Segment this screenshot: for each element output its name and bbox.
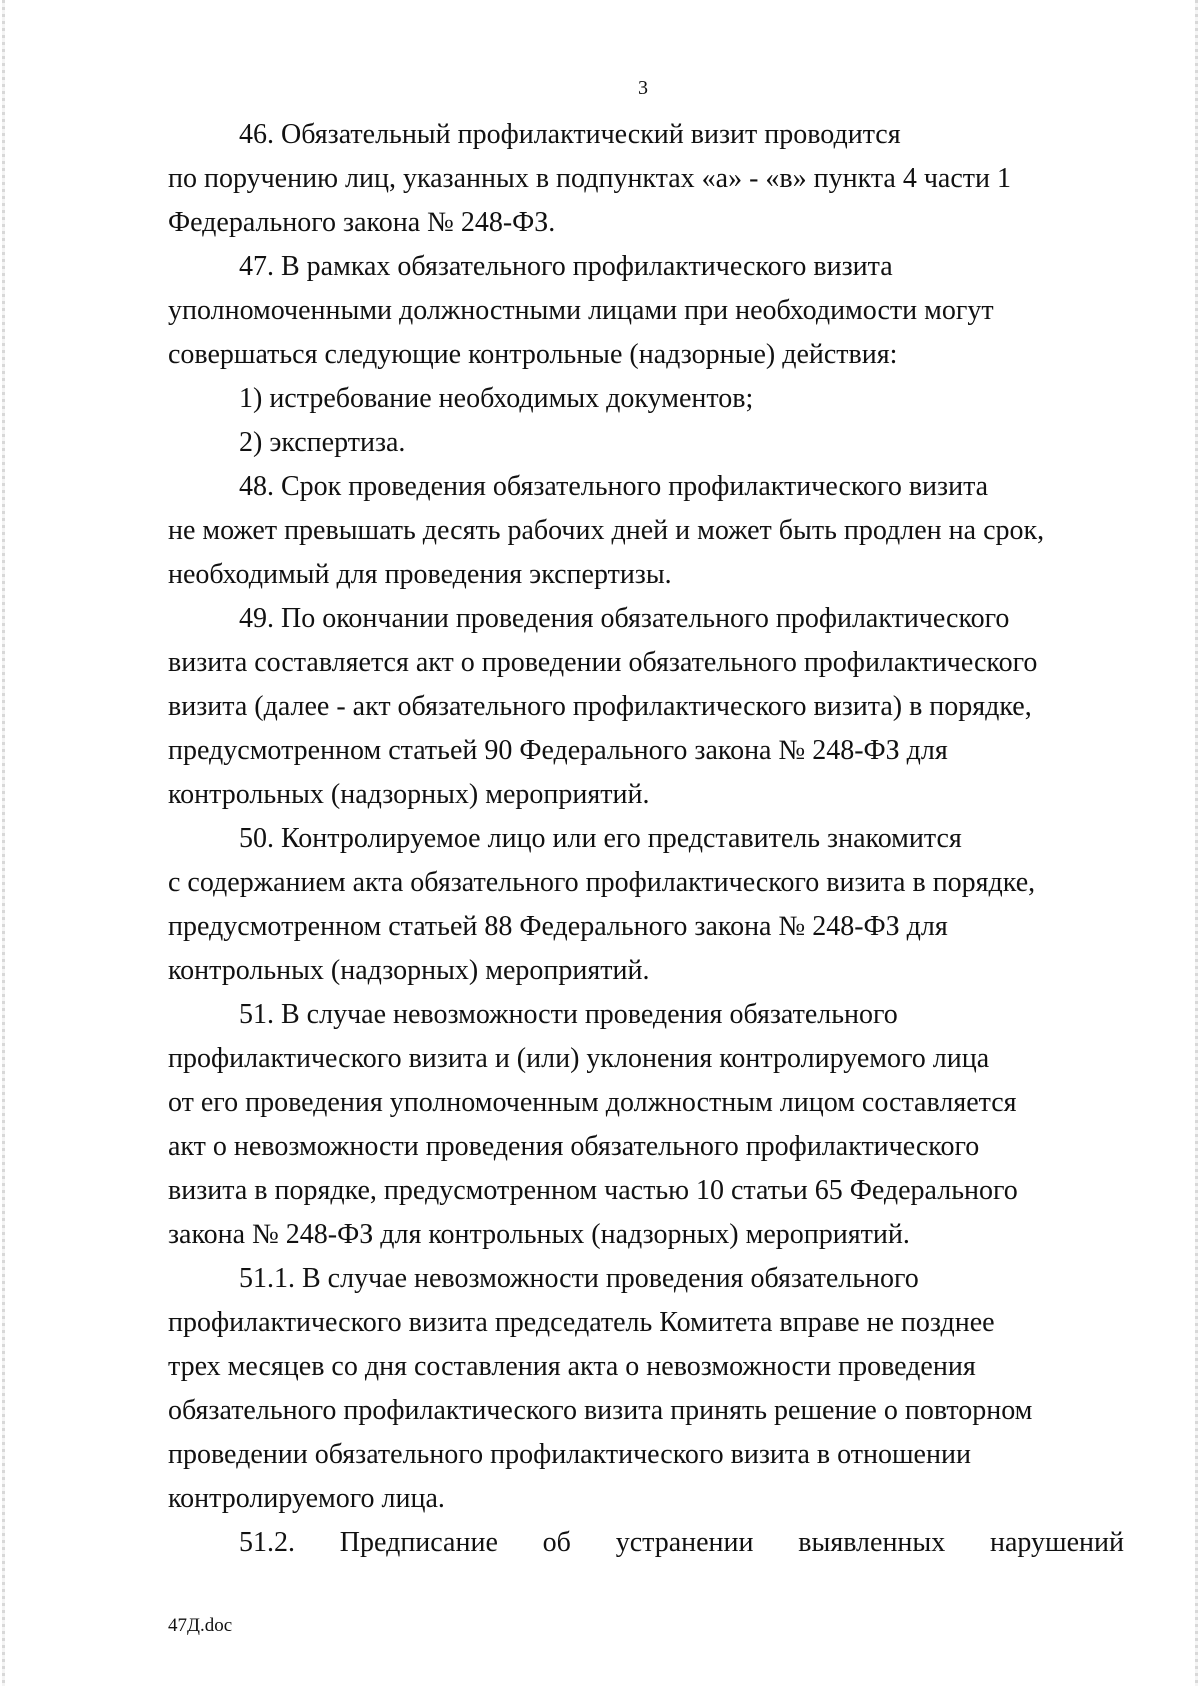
paragraph-51-1: 51.1. В случае невозможности проведения обязательного профилактического визита председатель Комитета вправе не позднее трех месяцев со дня составления акта о невозможности проведения обязательного профилактического визита принять решение о повторном проведении обязательного профилактического визита в отношении контролируемого лица.: [168, 1263, 1033, 1514]
footer-filename: 47Д.doc: [168, 1615, 233, 1636]
paragraph-46: 46. Обязательный профилактический визит проводится по поручению лиц, указанных в подпунктах «а» - «в» пункта 4 части 1 Федерального закона № 248-ФЗ.: [168, 119, 1012, 238]
list-item-2: 2) экспертиза.: [239, 427, 406, 458]
scan-edge-left: [2, 0, 5, 1686]
paragraph-48: 48. Срок проведения обязательного профилактического визита не может превышать десять рабочих дней и может быть продлен на срок, необходимый для проведения экспертизы.: [168, 471, 1045, 590]
paragraph-51: 51. В случае невозможности проведения обязательного профилактического визита и (или) уклонения контролируемого лица от его проведения уполномоченным должностным лицом составляется акт о невозможности проведения обязательного профилактического визита в порядке, предусмотренном частью 10 статьи 65 Федерального закона № 248-ФЗ для контрольных (надзорных) мероприятий.: [168, 999, 1018, 1250]
page-number: 3: [638, 77, 648, 99]
document-body: [168, 113, 1124, 1565]
paragraph-47: 47. В рамках обязательного профилактического визита уполномоченными должностными лицами при необходимости могут совершаться следующие контрольные (надзорные) действия:: [168, 251, 994, 370]
paragraph-51-2: 51.2. Предписание об устранении выявленных нарушений: [239, 1527, 1124, 1558]
list-item-1: 1) истребование необходимых документов;: [239, 383, 754, 414]
scan-edge-right: [1195, 0, 1198, 1686]
paragraph-50: 50. Контролируемое лицо или его представитель знакомится с содержанием акта обязательного профилактического визита в порядке, предусмотренном статьей 88 Федерального закона № 248-ФЗ для контрольных (надзорных) мероприятий.: [168, 823, 1036, 986]
paragraph-49: 49. По окончании проведения обязательного профилактического визита составляется акт о проведении обязательного профилактического визита (далее - акт обязательного профилактического визита) в порядке, предусмотренном статьей 90 Федерального закона № 248-ФЗ для контрольных (надзорных) мероприятий.: [168, 603, 1038, 810]
